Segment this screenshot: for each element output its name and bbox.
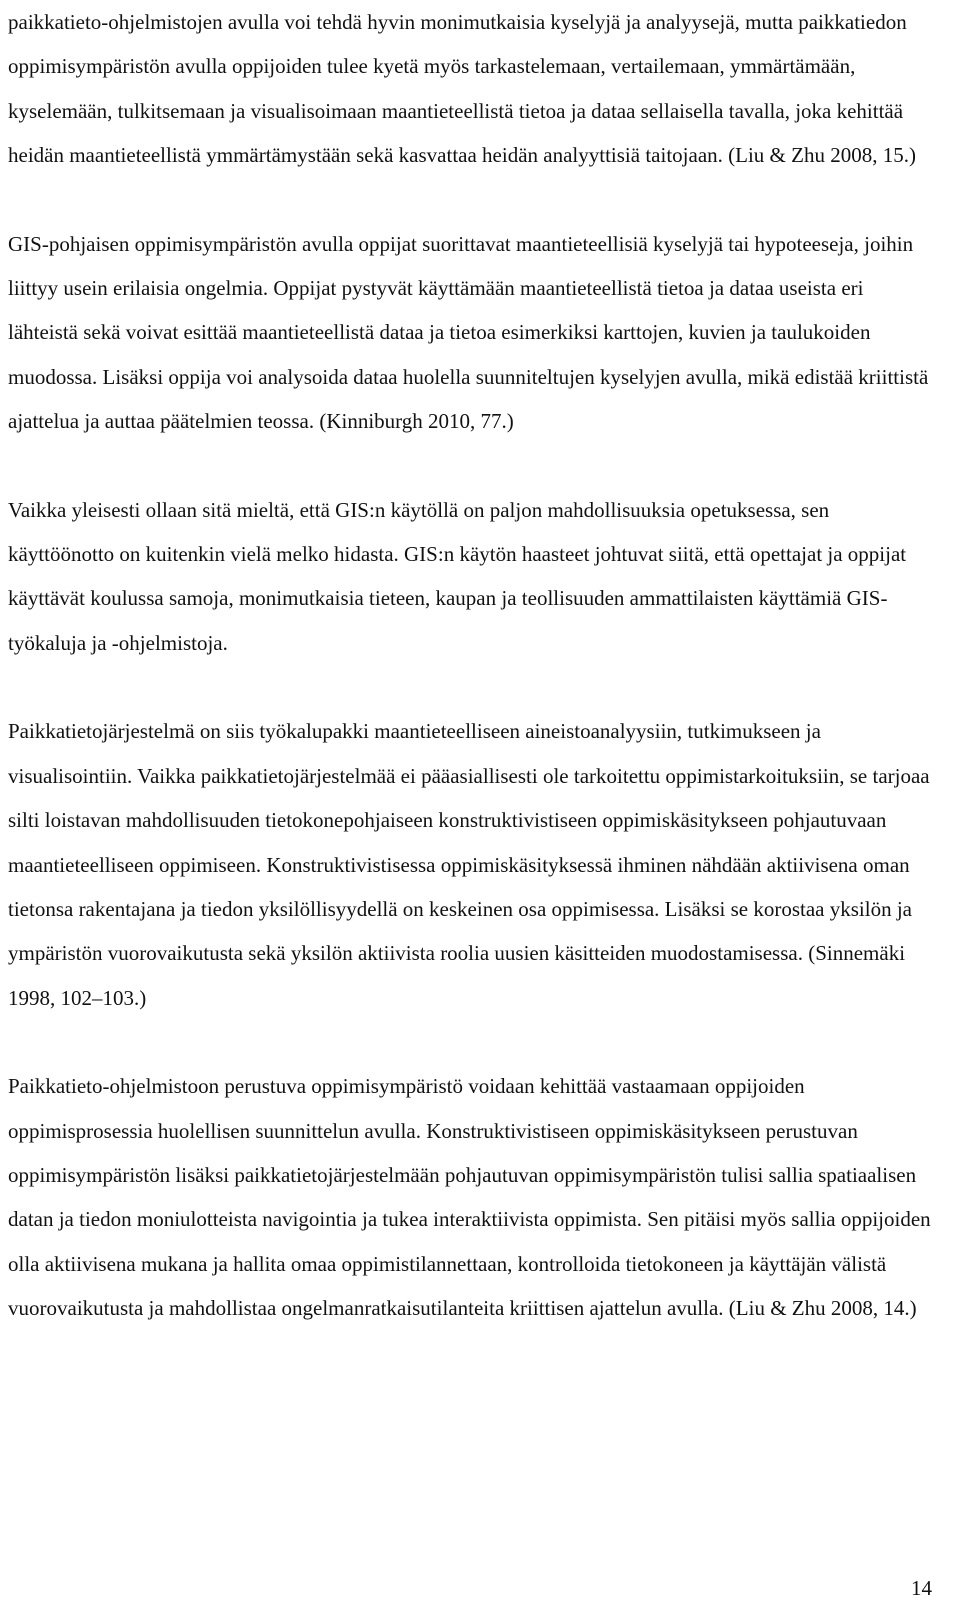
page-number: 14 [911, 1576, 932, 1600]
paragraph-1: paikkatieto-ohjelmistojen avulla voi tehdä hyvin monimutkaisia kyselyjä ja analyysejä, mutta paikkatiedon oppimisympäristön avulla oppijoiden tulee kyetä myös tarkastelemaan, vertailemaan, ymmärtämään, kyselemään, tulkitsemaan ja visualisoimaan maantieteellistä tietoa ja dataa sellaisella tavalla, joka kehittää heidän maantieteellistä ymmärtämystään sekä kasvattaa heidän analyyttisiä taitojaan. (Liu & Zhu 2008, 15.) [8, 10, 916, 168]
paragraph-4: Paikkatietojärjestelmä on siis työkalupakki maantieteelliseen aineistoanalyysiin, tutkimukseen ja visualisointiin. Vaikka paikkatietojärjestelmää ei pääasiallisesti ole tarkoitettu oppimistarkoituksiin, se tarjoaa silti loistavan mahdollisuuden tietokonepohjaiseen konstruktivistiseen oppimiskäsitykseen pohjautuvaan maantieteelliseen oppimiseen. Konstruktivistisessa oppimiskäsityksessä ihminen nähdään aktiivisena oman tietonsa rakentajana ja tiedon yksilöllisyydellä on keskeinen osa oppimisessa. Lisäksi se korostaa yksilön ja ympäristön vuorovaikutusta sekä yksilön aktiivista roolia uusien käsitteiden muodostamisessa. (Sinnemäki 1998, 102–103.) [8, 719, 930, 1010]
document-body [8, 0, 938, 1331]
paragraph-2: GIS-pohjaisen oppimisympäristön avulla oppijat suorittavat maantieteellisiä kyselyjä tai hypoteeseja, joihin liittyy usein erilaisia ongelmia. Oppijat pystyvät käyttämään maantieteellistä tietoa ja dataa useista eri lähteistä sekä voivat esittää maantieteellistä dataa ja tietoa esimerkiksi karttojen, kuvien ja taulukoiden muodossa. Lisäksi oppija voi analysoida dataa huolella suunniteltujen kyselyjen avulla, mikä edistää kriittistä ajattelua ja auttaa päätelmien teossa. (Kinniburgh 2010, 77.) [8, 231, 929, 434]
paragraph-5: Paikkatieto-ohjelmistoon perustuva oppimisympäristö voidaan kehittää vastaamaan oppijoiden oppimisprosessia huolellisen suunnittelun avulla. Konstruktivistiseen oppimiskäsitykseen perustuvan oppimisympäristön lisäksi paikkatietojärjestelmään pohjautuvan oppimisympäristön tulisi sallia spatiaalisen datan ja tiedon moniulotteista navigointia ja tukea interaktiivista oppimista. Sen pitäisi myös sallia oppijoiden olla aktiivisena mukana ja hallita omaa oppimistilannettaan, kontrolloida tietokoneen ja käyttäjän välistä vuorovaikutusta ja mahdollistaa ongelmanratkaisutilanteita kriittisen ajattelun avulla. (Liu & Zhu 2008, 14.) [8, 1074, 931, 1321]
paragraph-3: Vaikka yleisesti ollaan sitä mieltä, että GIS:n käytöllä on paljon mahdollisuuksia opetuksessa, sen käyttöönotto on kuitenkin vielä melko hidasta. GIS:n käytön haasteet johtuvat siitä, että opettajat ja oppijat käyttävät koulussa samoja, monimutkaisia tieteen, kaupan ja teollisuuden ammattilaisten käyttämiä GIS-työkaluja ja -ohjelmistoja. [8, 497, 907, 655]
